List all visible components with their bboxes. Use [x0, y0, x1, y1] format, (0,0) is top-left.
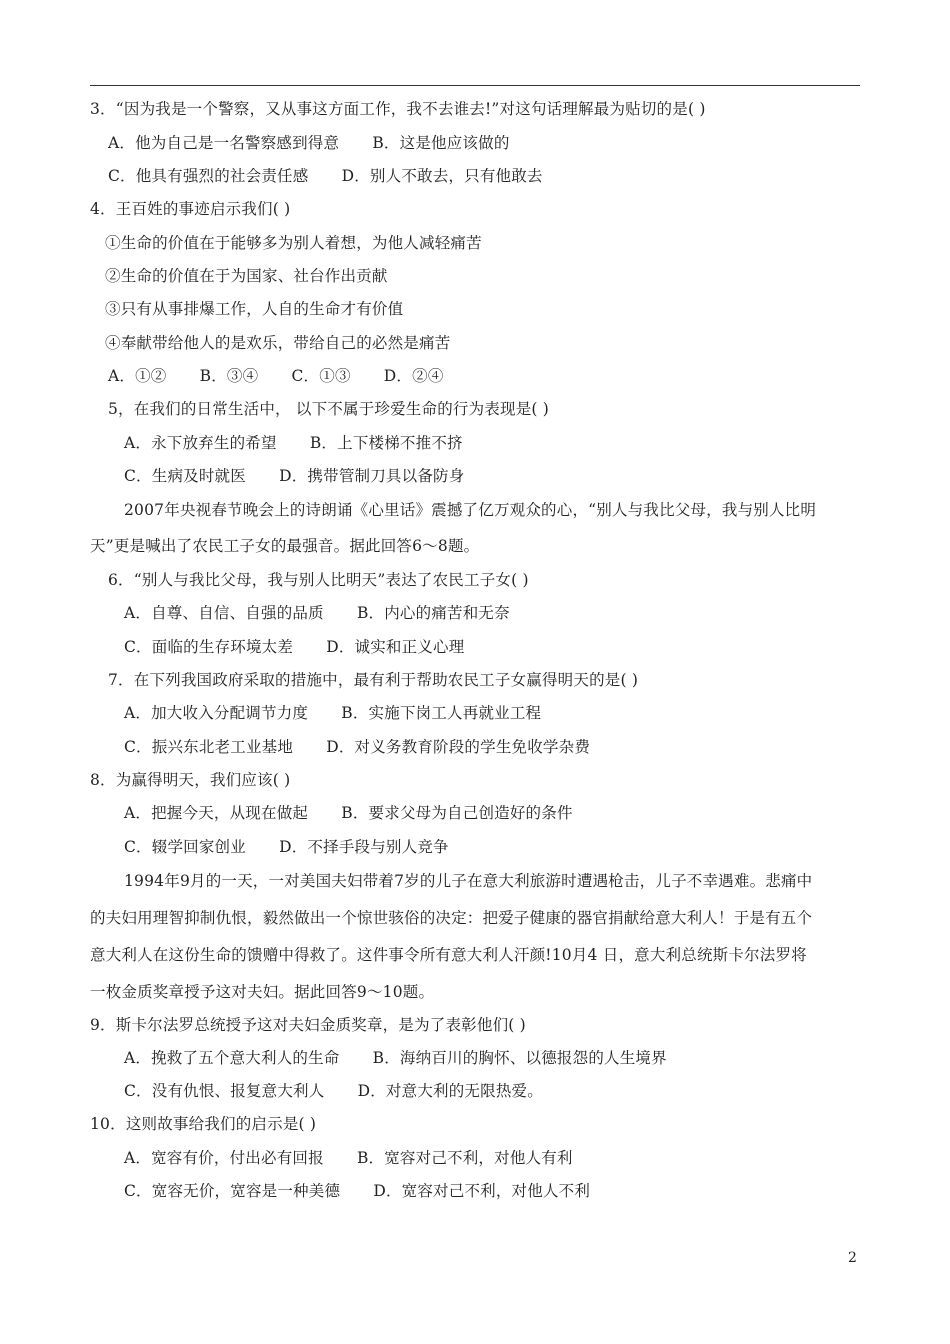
material-2-line-3: 意大利人在这份生命的馈赠中得救了。这件事令所有意大利人汗颜!10月4 日，意大利总统斯卡尔法罗将 — [90, 946, 807, 964]
question-3-option-b: B．这是他应该做的 — [372, 134, 510, 152]
material-2-line-2: 的夫妇用理智抑制仇恨，毅然做出一个惊世骇俗的决定：把爱子健康的器官捐献给意大利人！于是有五个 — [90, 909, 813, 927]
question-4-option-a: A．①② — [108, 367, 167, 385]
question-10-option-c: C．宽容无价，宽容是一种美德 — [124, 1182, 341, 1200]
question-6-options-row-2 — [124, 637, 464, 657]
question-9-option-b: B．海纳百川的胸怀、以德报怨的人生境界 — [372, 1049, 667, 1067]
question-9-options-row-1 — [124, 1048, 667, 1068]
question-10-stem: 10．这则故事给我们的启示是( ) — [90, 1115, 317, 1133]
question-8-option-b: B．要求父母为自己创造好的条件 — [341, 804, 573, 822]
question-7-option-c: C．振兴东北老工业基地 — [124, 738, 294, 756]
material-1-line-1: 2007年央视春节晚会上的诗朗诵《心里话》震撼了亿万观众的心，“别人与我比父母，我与别人比明 — [124, 501, 817, 519]
question-6-option-a: A．自尊、自信、自强的品质 — [124, 604, 324, 622]
question-10-options-row-2 — [124, 1181, 590, 1201]
question-6-option-b: B．内心的痛苦和无奈 — [356, 604, 510, 622]
question-4-statement-1: ①生命的价值在于能够多为别人着想，为他人减轻痛苦 — [105, 234, 482, 252]
question-3-options-row-1 — [108, 133, 510, 153]
question-4-statement-4: ④奉献带给他人的是欢乐，带给自己的必然是痛苦 — [105, 334, 451, 352]
header-rule — [90, 85, 860, 86]
question-4-option-c: C．①③ — [291, 367, 351, 385]
question-9-option-a: A．挽救了五个意大利人的生命 — [124, 1049, 340, 1067]
material-1-line-2: 天”更是喊出了农民工子女的最强音。据此回答6～8题。 — [90, 537, 480, 555]
question-7-option-d: D．对义务教育阶段的学生免收学杂费 — [326, 738, 591, 756]
question-6-option-c: C．面临的生存环境太差 — [124, 638, 294, 656]
question-5-options-row-1 — [124, 433, 463, 453]
question-5-option-a: A．永下放弃生的希望 — [124, 434, 277, 452]
question-9-stem: 9．斯卡尔法罗总统授予这对夫妇金质奖章，是为了表彰他们( ) — [90, 1016, 526, 1034]
question-7-options-row-2 — [124, 737, 590, 757]
question-5-options-row-2 — [124, 466, 464, 486]
question-7-option-a: A．加大收入分配调节力度 — [124, 704, 309, 722]
question-3-stem: 3．“因为我是一个警察，又从事这方面工作，我不去谁去!”对这句话理解最为贴切的是( ) — [90, 100, 706, 118]
question-8-option-a: A．把握今天，从现在做起 — [124, 804, 309, 822]
question-3-option-a: A．他为自己是一名警察感到得意 — [108, 134, 340, 152]
question-8-option-c: C．辍学回家创业 — [124, 838, 246, 856]
question-6-stem: 6．“别人与我比父母，我与别人比明天”表达了农民工子女( ) — [108, 571, 529, 589]
question-9-options-row-2 — [124, 1081, 543, 1101]
question-10-option-d: D．宽容对己不利，对他人不利 — [373, 1182, 591, 1200]
question-8-options-row-2 — [124, 837, 449, 857]
question-3-options-row-2 — [108, 166, 543, 186]
question-5-option-d: D．携带管制刀具以备防身 — [279, 467, 465, 485]
question-3-option-d: D．别人不敢去，只有他敢去 — [341, 167, 543, 185]
question-8-options-row-1 — [124, 803, 573, 823]
question-6-option-d: D．诚实和正义心理 — [326, 638, 465, 656]
question-8-option-d: D．不择手段与别人竞争 — [279, 838, 449, 856]
question-6-options-row-1 — [124, 603, 510, 623]
question-4-option-d: D．②④ — [383, 367, 444, 385]
question-4-stem: 4．王百姓的事迹启示我们( ) — [90, 200, 291, 218]
question-9-option-d: D．对意大利的无限热爱。 — [357, 1082, 543, 1100]
question-4-statement-3: ③只有从事排爆工作，人自的生命才有价值 — [105, 300, 404, 318]
question-5-option-c: C．生病及时就医 — [124, 467, 246, 485]
question-4-options — [108, 366, 444, 386]
material-2-line-4: 一枚金质奖章授予这对夫妇。据此回答9～10题。 — [90, 983, 435, 1001]
question-10-options-row-1 — [124, 1148, 573, 1168]
question-4-statement-2: ②生命的价值在于为国家、社台作出贡献 — [105, 267, 388, 285]
question-5-stem: 5，在我们的日常生活中， 以下不属于珍爱生命的行为表现是( ) — [108, 400, 550, 418]
question-4-option-b: B．③④ — [199, 367, 259, 385]
question-8-stem: 8．为赢得明天，我们应该( ) — [90, 771, 291, 789]
question-10-option-b: B．宽容对己不利，对他人有利 — [356, 1149, 573, 1167]
question-7-options-row-1 — [124, 703, 541, 723]
question-7-stem: 7．在下列我国政府采取的措施中，最有利于帮助农民工子女赢得明天的是( ) — [108, 671, 639, 689]
material-2-line-1: 1994年9月的一天，一对美国夫妇带着7岁的儿子在意大利旅游时遭遇枪击，儿子不幸遇难。悲痛中 — [124, 872, 813, 890]
question-3-option-c: C．他具有强烈的社会责任感 — [108, 167, 309, 185]
question-5-option-b: B．上下楼梯不推不挤 — [309, 434, 463, 452]
question-9-option-c: C．没有仇恨、报复意大利人 — [124, 1082, 325, 1100]
page-number: 2 — [848, 1250, 857, 1266]
question-10-option-a: A．宽容有价，付出必有回报 — [124, 1149, 324, 1167]
question-7-option-b: B．实施下岗工人再就业工程 — [341, 704, 542, 722]
